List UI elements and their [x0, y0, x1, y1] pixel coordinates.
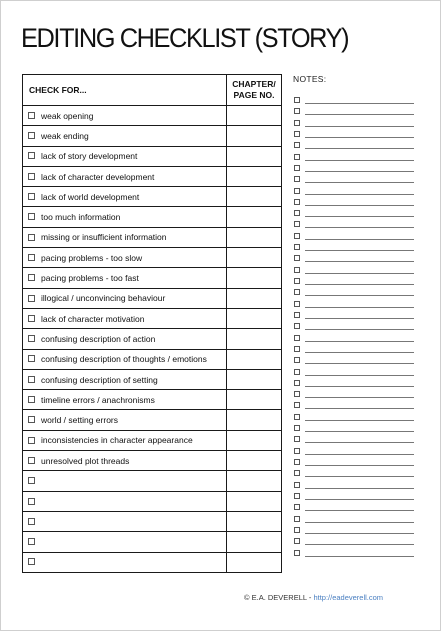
checklist-item: [23, 126, 227, 146]
checkbox-icon[interactable]: [28, 315, 35, 322]
checklist-item-label: pacing problems - too fast: [41, 273, 139, 284]
checkbox-icon[interactable]: [294, 516, 300, 522]
notes-write-line[interactable]: [305, 250, 414, 251]
chapter-page-cell[interactable]: [227, 410, 282, 430]
checklist-item: [23, 308, 227, 328]
table-row: [23, 146, 282, 166]
checkbox-icon[interactable]: [294, 165, 300, 171]
checkbox-icon[interactable]: [28, 335, 35, 342]
checkbox-icon[interactable]: [294, 120, 300, 126]
checklist-item: [23, 288, 227, 308]
notes-write-line[interactable]: [305, 307, 414, 308]
checkbox-icon[interactable]: [294, 459, 300, 465]
checkbox-icon[interactable]: [294, 482, 300, 488]
checkbox-icon[interactable]: [294, 312, 300, 318]
chapter-page-cell[interactable]: [227, 227, 282, 247]
page-title: EDITING CHECKLIST (STORY): [21, 23, 349, 53]
chapter-page-cell[interactable]: [227, 187, 282, 207]
checkbox-icon[interactable]: [294, 448, 300, 454]
checklist-item-label: confusing description of setting: [41, 374, 158, 385]
notes-write-line[interactable]: [305, 408, 414, 409]
notes-line-item: [293, 140, 415, 151]
checkbox-icon[interactable]: [28, 152, 35, 159]
table-row: [23, 329, 282, 349]
chapter-page-cell[interactable]: [227, 126, 282, 146]
table-row: [23, 410, 282, 430]
chapter-page-cell[interactable]: [227, 106, 282, 126]
checkbox-icon[interactable]: [294, 210, 300, 216]
notes-line-item: [293, 491, 415, 502]
table-row: [23, 349, 282, 369]
notes-heading: NOTES:: [293, 74, 327, 84]
notes-write-line[interactable]: [305, 318, 414, 319]
table-row: [23, 552, 282, 572]
checkbox-icon[interactable]: [294, 550, 300, 556]
chapter-page-cell[interactable]: [227, 329, 282, 349]
notes-write-line[interactable]: [305, 126, 414, 127]
checkbox-icon[interactable]: [294, 244, 300, 250]
notes-write-line[interactable]: [305, 499, 414, 500]
checkbox-icon[interactable]: [28, 254, 35, 261]
checkbox-icon[interactable]: [28, 376, 35, 383]
checkbox-icon[interactable]: [294, 504, 300, 510]
notes-line-item: [293, 446, 415, 457]
notes-line-item: [293, 208, 415, 219]
notes-write-line[interactable]: [305, 352, 414, 353]
table-row: [23, 106, 282, 126]
checkbox-icon[interactable]: [28, 213, 35, 220]
notes-write-line[interactable]: [305, 375, 414, 376]
checkbox-icon[interactable]: [294, 425, 300, 431]
checklist-item: [23, 369, 227, 389]
checkbox-icon[interactable]: [294, 402, 300, 408]
chapter-page-cell[interactable]: [227, 349, 282, 369]
notes-line-item: [293, 378, 415, 389]
checkbox-icon[interactable]: [294, 436, 300, 442]
table-row: [23, 390, 282, 410]
notes-write-line[interactable]: [305, 329, 414, 330]
checkbox-icon[interactable]: [294, 278, 300, 284]
notes-line-item: [293, 389, 415, 400]
notes-line-item: [293, 253, 415, 264]
notes-write-line[interactable]: [305, 284, 414, 285]
notes-write-line[interactable]: [305, 205, 414, 206]
checkbox-icon[interactable]: [294, 369, 300, 375]
notes-line-item: [293, 152, 415, 163]
checkbox-icon[interactable]: [28, 355, 35, 362]
notes-line-item: [293, 468, 415, 479]
checklist-item: [23, 552, 227, 572]
table-row: [23, 288, 282, 308]
checklist-item-label: lack of world development: [41, 191, 140, 202]
table-row: [23, 511, 282, 531]
checkbox-icon[interactable]: [294, 527, 300, 533]
notes-line-item: [293, 333, 415, 344]
checkbox-icon[interactable]: [28, 274, 35, 281]
notes-line-item: [293, 276, 415, 287]
notes-write-line[interactable]: [305, 397, 414, 398]
checkbox-icon[interactable]: [294, 380, 300, 386]
notes-write-line[interactable]: [305, 556, 414, 557]
checklist-item: [23, 166, 227, 186]
table-row: [23, 430, 282, 450]
checkbox-icon[interactable]: [28, 173, 35, 180]
checkbox-icon[interactable]: [294, 233, 300, 239]
checkbox-icon[interactable]: [294, 199, 300, 205]
checklist-item: [23, 471, 227, 491]
header-chapter-line2: PAGE NO.: [233, 90, 275, 100]
notes-write-line[interactable]: [305, 476, 414, 477]
notes-write-line[interactable]: [305, 510, 414, 511]
checkbox-icon[interactable]: [28, 518, 35, 525]
checklist-item: [23, 491, 227, 511]
notes-write-line[interactable]: [305, 454, 414, 455]
notes-line-item: [293, 197, 415, 208]
checkbox-icon[interactable]: [294, 414, 300, 420]
notes-write-line[interactable]: [305, 431, 414, 432]
checklist-item-label: pacing problems - too slow: [41, 252, 143, 263]
table-row: [23, 471, 282, 491]
notes-write-line[interactable]: [305, 160, 414, 161]
checkbox-icon[interactable]: [294, 346, 300, 352]
header-chapter-page: [227, 75, 282, 106]
chapter-page-cell[interactable]: [227, 369, 282, 389]
checklist-item-label: confusing description of action: [41, 333, 156, 344]
notes-line-item: [293, 412, 415, 423]
checkbox-icon[interactable]: [28, 498, 35, 505]
notes-list: [293, 95, 415, 559]
notes-line-item: [293, 106, 415, 117]
chapter-page-cell[interactable]: [227, 491, 282, 511]
table-row: [23, 491, 282, 511]
chapter-page-cell[interactable]: [227, 511, 282, 531]
notes-line-item: [293, 310, 415, 321]
notes-line-item: [293, 548, 415, 559]
notes-write-line[interactable]: [305, 182, 414, 183]
table-row: [23, 308, 282, 328]
notes-line-item: [293, 163, 415, 174]
notes-line-item: [293, 480, 415, 491]
checklist-item: [23, 329, 227, 349]
checkbox-icon[interactable]: [28, 193, 35, 200]
checkbox-icon[interactable]: [294, 357, 300, 363]
notes-write-line[interactable]: [305, 216, 414, 217]
notes-line-item: [293, 265, 415, 276]
checklist-item-label: weak ending: [41, 130, 89, 141]
notes-write-line[interactable]: [305, 442, 414, 443]
checklist-item: [23, 207, 227, 227]
checklist-item-label: weak opening: [41, 110, 94, 121]
checkbox-icon[interactable]: [28, 295, 35, 302]
table-row: [23, 166, 282, 186]
notes-line-item: [293, 514, 415, 525]
checklist-item-label: lack of story development: [41, 151, 138, 162]
checkbox-icon[interactable]: [294, 470, 300, 476]
chapter-page-cell[interactable]: [227, 471, 282, 491]
notes-line-item: [293, 174, 415, 185]
checkbox-icon[interactable]: [28, 132, 35, 139]
checkbox-icon[interactable]: [294, 538, 300, 544]
chapter-page-cell[interactable]: [227, 308, 282, 328]
notes-line-item: [293, 355, 415, 366]
table-row: [23, 227, 282, 247]
checklist-item: [23, 410, 227, 430]
notes-line-item: [293, 219, 415, 230]
checklist-item: [23, 248, 227, 268]
notes-write-line[interactable]: [305, 261, 414, 262]
checklist-item: [23, 227, 227, 247]
checklist-item: [23, 451, 227, 471]
table-row: [23, 207, 282, 227]
notes-line-item: [293, 344, 415, 355]
chapter-page-cell[interactable]: [227, 451, 282, 471]
chapter-page-cell[interactable]: [227, 268, 282, 288]
notes-write-line[interactable]: [305, 533, 414, 534]
checkbox-icon[interactable]: [28, 558, 35, 565]
notes-line-item: [293, 129, 415, 140]
chapter-page-cell[interactable]: [227, 248, 282, 268]
notes-line-item: [293, 299, 415, 310]
checklist-item: [23, 532, 227, 552]
notes-write-line[interactable]: [305, 227, 414, 228]
footer-author: © E.A. DEVERELL -: [244, 593, 314, 602]
checkbox-icon[interactable]: [294, 221, 300, 227]
chapter-page-cell[interactable]: [227, 166, 282, 186]
notes-line-item: [293, 525, 415, 536]
notes-line-item: [293, 231, 415, 242]
checkbox-icon[interactable]: [28, 234, 35, 241]
notes-line-item: [293, 400, 415, 411]
checklist-item-label: too much information: [41, 212, 121, 223]
notes-write-line[interactable]: [305, 386, 414, 387]
checklist-item: [23, 187, 227, 207]
checklist-item-label: lack of character development: [41, 171, 155, 182]
checklist-item: [23, 146, 227, 166]
checklist-item-label: timeline errors / anachronisms: [41, 394, 155, 405]
chapter-page-cell[interactable]: [227, 430, 282, 450]
notes-write-line[interactable]: [305, 148, 414, 149]
table-row: [23, 451, 282, 471]
checkbox-icon[interactable]: [294, 493, 300, 499]
notes-line-item: [293, 242, 415, 253]
notes-line-item: [293, 321, 415, 332]
checkbox-icon[interactable]: [28, 416, 35, 423]
checkbox-icon[interactable]: [294, 267, 300, 273]
checkbox-icon[interactable]: [294, 188, 300, 194]
checkbox-icon[interactable]: [294, 289, 300, 295]
notes-write-line[interactable]: [305, 137, 414, 138]
table-header-row: [23, 75, 282, 106]
checklist-item-label: lack of character motivation: [41, 313, 145, 324]
notes-write-line[interactable]: [305, 103, 414, 104]
notes-write-line[interactable]: [305, 239, 414, 240]
notes-write-line[interactable]: [305, 488, 414, 489]
notes-line-item: [293, 423, 415, 434]
checklist-item-label: missing or insufficient information: [41, 232, 167, 243]
checkbox-icon[interactable]: [28, 457, 35, 464]
checkbox-icon[interactable]: [294, 301, 300, 307]
notes-line-item: [293, 287, 415, 298]
chapter-page-cell[interactable]: [227, 552, 282, 572]
notes-line-item: [293, 502, 415, 513]
header-check-for: CHECK FOR...: [23, 75, 227, 106]
checkbox-icon[interactable]: [294, 97, 300, 103]
table-row: [23, 532, 282, 552]
notes-write-line[interactable]: [305, 420, 414, 421]
notes-line-item: [293, 367, 415, 378]
checkbox-icon[interactable]: [28, 477, 35, 484]
checklist-table: [22, 74, 282, 573]
table-row: [23, 187, 282, 207]
chapter-page-cell[interactable]: [227, 532, 282, 552]
chapter-page-cell[interactable]: [227, 207, 282, 227]
notes-write-line[interactable]: [305, 114, 414, 115]
checkbox-icon[interactable]: [28, 437, 35, 444]
notes-write-line[interactable]: [305, 273, 414, 274]
chapter-page-cell[interactable]: [227, 146, 282, 166]
checkbox-icon[interactable]: [294, 391, 300, 397]
checklist-item: [23, 349, 227, 369]
checkbox-icon[interactable]: [294, 142, 300, 148]
checkbox-icon[interactable]: [294, 131, 300, 137]
checklist-item-label: inconsistencies in character appearance: [41, 435, 193, 446]
chapter-page-cell[interactable]: [227, 288, 282, 308]
checklist-item: [23, 106, 227, 126]
footer-link[interactable]: http://eadeverell.com: [313, 593, 384, 602]
table-row: [23, 268, 282, 288]
notes-write-line[interactable]: [305, 363, 414, 364]
checkbox-icon[interactable]: [28, 538, 35, 545]
table-row: [23, 369, 282, 389]
checklist-item: [23, 511, 227, 531]
notes-write-line[interactable]: [305, 544, 414, 545]
notes-line-item: [293, 95, 415, 106]
header-chapter-line1: CHAPTER/: [232, 79, 276, 89]
notes-write-line[interactable]: [305, 341, 414, 342]
checklist-item: [23, 268, 227, 288]
checklist-item-label: unresolved plot threads: [41, 455, 130, 466]
footer-credit: [244, 593, 383, 602]
checkbox-icon[interactable]: [28, 112, 35, 119]
checkbox-icon[interactable]: [294, 154, 300, 160]
checklist-item-label: confusing description of thoughts / emotions: [41, 354, 207, 365]
checklist-item: [23, 430, 227, 450]
notes-write-line[interactable]: [305, 295, 414, 296]
notes-write-line[interactable]: [305, 465, 414, 466]
table-row: [23, 126, 282, 146]
notes-line-item: [293, 118, 415, 129]
checkbox-icon[interactable]: [294, 323, 300, 329]
notes-write-line[interactable]: [305, 171, 414, 172]
notes-write-line[interactable]: [305, 194, 414, 195]
checkbox-icon[interactable]: [294, 335, 300, 341]
notes-line-item: [293, 434, 415, 445]
checklist-item-label: illogical / unconvincing behaviour: [41, 293, 166, 304]
notes-line-item: [293, 186, 415, 197]
notes-line-item: [293, 457, 415, 468]
notes-write-line[interactable]: [305, 522, 414, 523]
checklist-item: [23, 390, 227, 410]
checkbox-icon[interactable]: [28, 396, 35, 403]
chapter-page-cell[interactable]: [227, 390, 282, 410]
checklist-body: [23, 106, 282, 573]
table-row: [23, 248, 282, 268]
checkbox-icon[interactable]: [294, 108, 300, 114]
checkbox-icon[interactable]: [294, 255, 300, 261]
checklist-item-label: world / setting errors: [41, 415, 118, 426]
checkbox-icon[interactable]: [294, 176, 300, 182]
notes-line-item: [293, 536, 415, 547]
